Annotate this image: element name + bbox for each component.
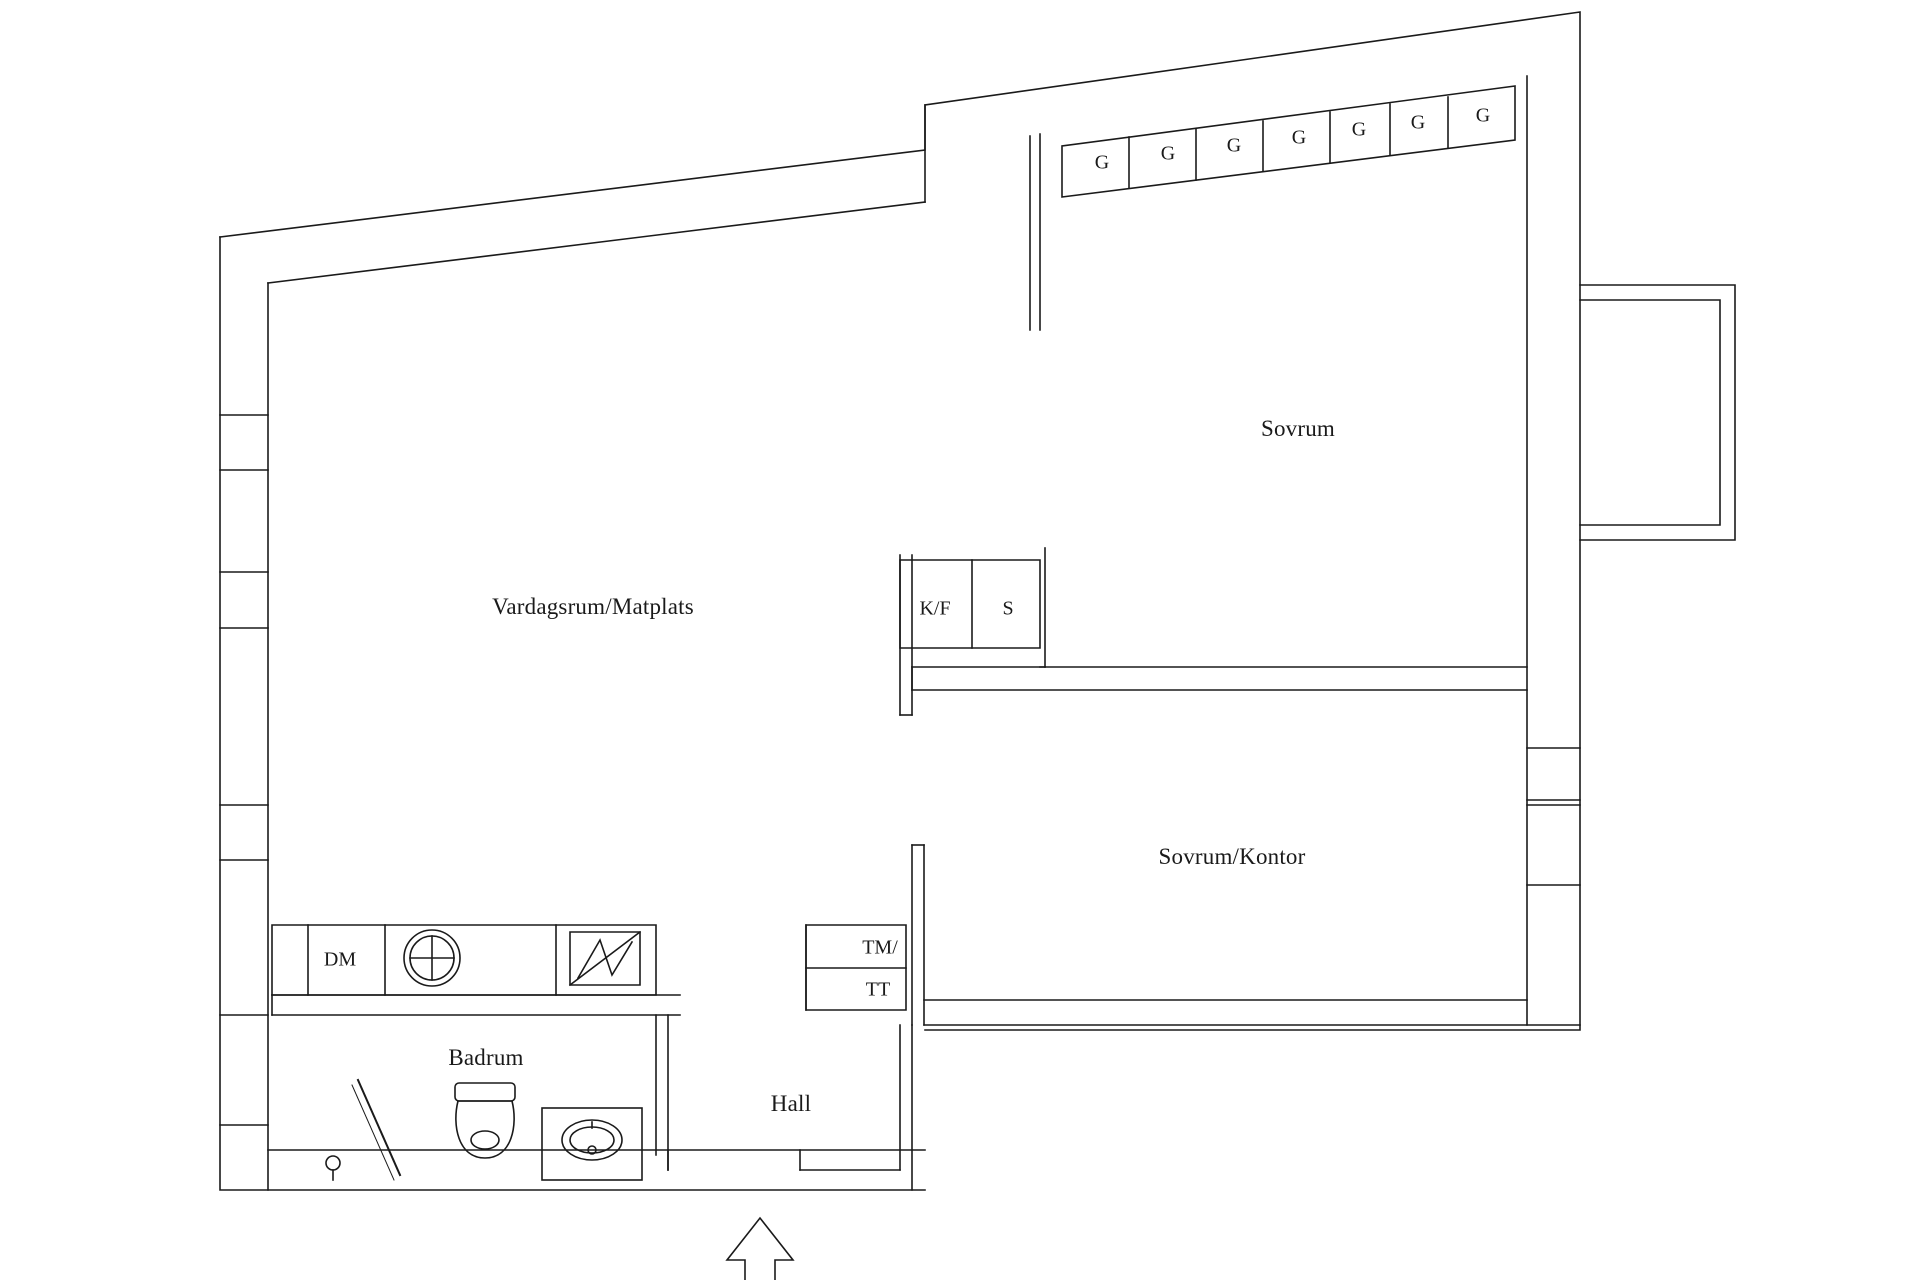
appliance-label-tm: TM/ xyxy=(862,936,898,959)
wardrobe-label-1: G xyxy=(1094,151,1110,174)
balcony-right xyxy=(1527,285,1735,540)
toilet-fixture xyxy=(455,1083,515,1158)
room-label-hall: Hall xyxy=(770,1091,812,1116)
window-left-1 xyxy=(220,415,268,470)
wardrobe-label-4: G xyxy=(1291,126,1307,149)
wardrobe-label-6: G xyxy=(1410,111,1426,134)
window-group-right xyxy=(1527,748,1580,885)
appliance-label-tt: TT xyxy=(865,978,891,1001)
appliance-label-kf: K/F xyxy=(919,597,951,620)
vanity-fixture xyxy=(542,1108,642,1180)
wardrobe-label-5: G xyxy=(1351,118,1367,141)
shower-head xyxy=(326,1156,340,1170)
room-label-badrum: Badrum xyxy=(448,1045,524,1070)
entrance-arrow-shape xyxy=(727,1218,793,1280)
room-label-vardagsrum-matplats: Vardagsrum/Matplats xyxy=(492,594,694,619)
outer-wall-right xyxy=(220,12,1580,1030)
appliance-label-dm: DM xyxy=(323,948,357,971)
window-group-left xyxy=(220,415,268,1125)
entrance-arrow xyxy=(723,1200,793,1280)
wardrobe-outline xyxy=(1062,86,1515,197)
room-label-sovrum: Sovrum xyxy=(1260,416,1336,441)
room-label-sovrum-kontor: Sovrum/Kontor xyxy=(1158,844,1306,869)
top-wall-inner-left xyxy=(268,202,925,283)
wardrobe-label-2: G xyxy=(1160,142,1176,165)
balcony-inner xyxy=(1580,300,1720,525)
wardrobe-label-3: G xyxy=(1226,134,1242,157)
window-left-4 xyxy=(220,1015,268,1125)
wardrobe-label-7: G xyxy=(1475,104,1491,127)
shower-screen-2 xyxy=(352,1085,394,1180)
window-left-2 xyxy=(220,572,268,628)
wardrobe-row xyxy=(1062,86,1515,197)
shower-screen xyxy=(358,1080,400,1175)
window-left-3 xyxy=(220,805,268,860)
balcony-outer xyxy=(1580,285,1735,540)
appliance-label-s: S xyxy=(1002,597,1014,620)
counter-sink-diag xyxy=(570,932,640,985)
outer-wall-left xyxy=(220,237,925,1190)
